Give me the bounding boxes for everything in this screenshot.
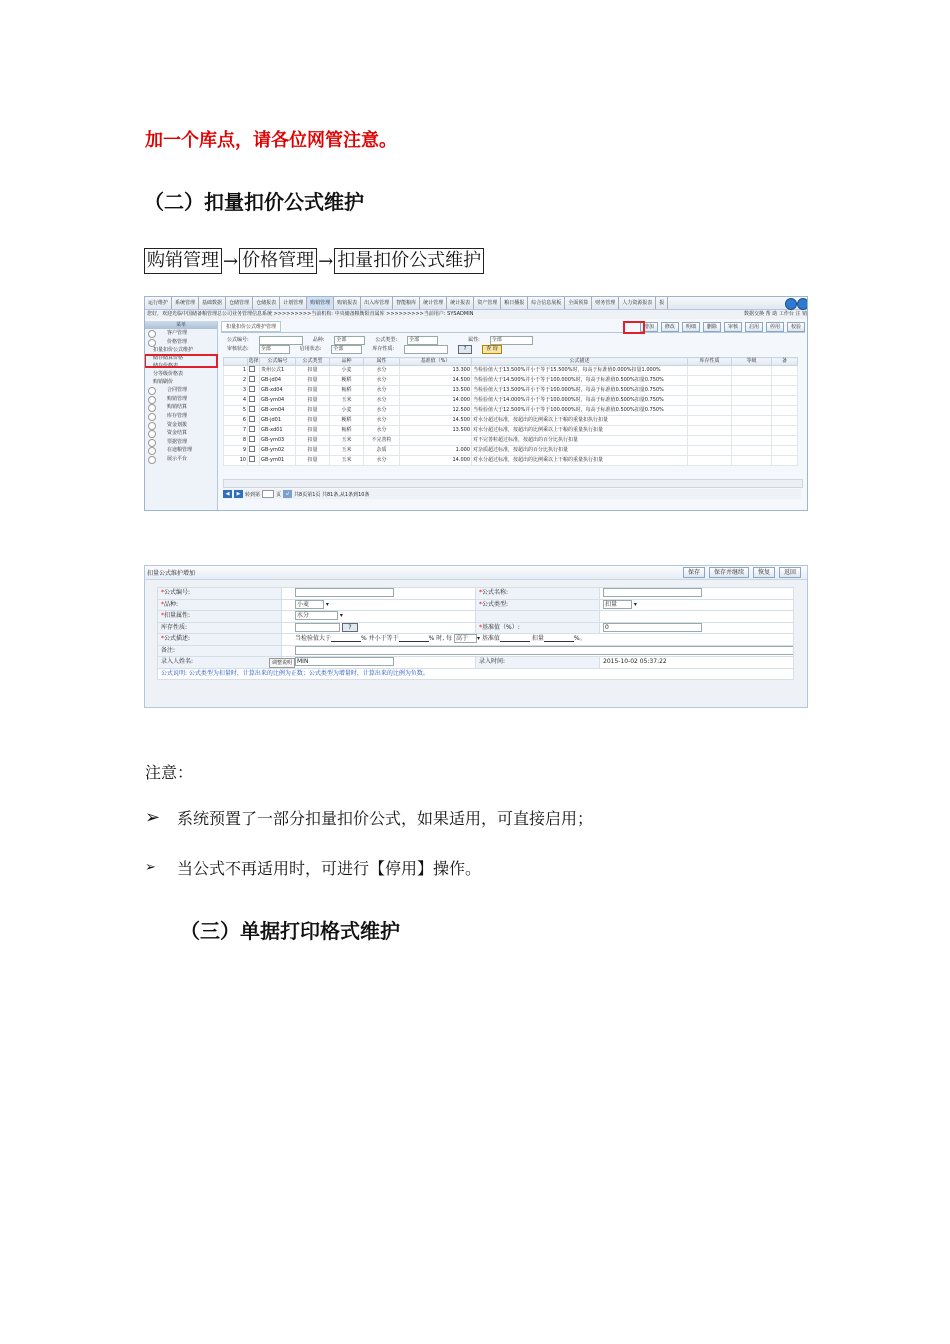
row-checkbox[interactable] [249,446,255,452]
horizontal-scrollbar[interactable] [223,479,803,488]
toolbar-button[interactable]: 审核 [724,322,742,332]
table-cell: GB-ym03 [260,436,296,446]
select-cell [248,456,260,466]
nav-tab[interactable]: 资产管理 [474,297,501,309]
table-cell: 玉米 [330,446,364,456]
table-row[interactable] [224,426,798,436]
entry-person-field: MIN [295,657,394,666]
table-cell [772,436,798,446]
table-cell [732,396,772,406]
table-cell [772,416,798,426]
go-page-icon[interactable]: ↲ [283,490,292,498]
prev-page-icon[interactable]: ◀ [223,490,232,498]
help-icon[interactable]: ? [458,345,472,354]
table-cell: 14.000 [400,396,472,406]
path-step-3: 扣量扣价公式维护 [334,248,484,274]
table-cell: 水分 [364,376,400,386]
nav-tab[interactable]: 计划管理 [280,297,307,309]
sidebar-item[interactable]: 展示平台 [145,455,217,464]
table-cell [732,426,772,436]
form-title: 扣量公式维护增加 [147,570,196,577]
table-cell: GB-ym02 [260,446,296,456]
sidebar-item[interactable]: 客户管理 [145,329,217,338]
select-cell [248,386,260,396]
table-cell: 10 [224,456,248,466]
query-button[interactable]: 查 询 [482,345,502,354]
table-cell: 玉米 [330,436,364,446]
table-cell: 扣量 [296,406,330,416]
table-cell: 扣量 [296,396,330,406]
formula-form: *公式编号: *公式名称: *品种: 小麦 ▾ *公式类型: 扣量 ▾ *扣量属性: 水分 ▾ 库存性质: ? *基准值（%）: 0 *公式描述: 当检验值大于 % 并小于等于 % 时, 每 高于 ▾ 基准值 扣量 %。 备注: 录入人姓名: MIN 录入时间: 2015-10-02 05:37:22 公式说明: 公式类型为扣量时，计算出来的比例为正数；公式类型为增量时，计算出来的比例为负数。 [157,587,794,680]
menu-node-icon [148,456,156,464]
nature-field[interactable] [295,623,340,632]
table-cell: 贵州公式1 [260,366,296,376]
table-cell [688,366,732,376]
table-cell [688,386,732,396]
table-cell: 当检验值大于14.500%并小于等于100.000%时，每高于标准值0.500%扣量0.750% [472,376,688,386]
desc-upper-field[interactable] [399,635,429,642]
table-cell: 水分 [364,406,400,416]
table-cell [772,366,798,376]
table-cell: 水分 [364,386,400,396]
column-header: 选择 [248,358,259,364]
table-row[interactable] [224,376,798,386]
sidebar-item[interactable]: 库存管理 [145,412,217,421]
table-cell [688,446,732,456]
row-checkbox[interactable] [249,426,255,432]
table-cell: 8 [224,436,248,446]
table-cell: 对不完善粒超过标准，按超出的百分比执行扣量 [472,436,688,446]
sidebar-header: 菜单 [145,321,217,329]
table-cell: 小麦 [330,406,364,416]
nav-tab[interactable]: 仓储管理 [226,297,253,309]
pager: ◀ ▶ 转到第 页 ↲ 共8页第1页 共81条,从1条到10条 [223,489,801,499]
top-nav [145,297,807,310]
table-cell: GB-xd01 [260,426,296,436]
form-button[interactable]: 保存并继续 [709,567,749,578]
direction-select[interactable]: 高于 [454,634,477,643]
help-icon[interactable]: ? [342,623,358,632]
type-select[interactable]: 全部 [407,336,438,345]
toolbar-buttons [640,321,805,332]
table-cell: 杂质 [364,446,400,456]
bullet-item: ➢ 当公式不再适用时，可进行【停用】操作。 [145,859,482,878]
base-value-field[interactable]: 0 [603,623,702,632]
sidebar-item[interactable]: 价格管理 [145,338,217,347]
table-cell: 粳稻 [330,376,364,386]
table-cell [732,366,772,376]
sidebar-sub-item-formula[interactable]: 扣量扣价公式维护 [153,347,194,354]
table-cell: 籼稻 [330,426,364,436]
path-step-2: 价格管理 [239,248,317,274]
table-cell: 13.500 [400,426,472,436]
nav-tab[interactable]: 人力资源报表 [619,297,656,309]
row-checkbox[interactable] [249,406,255,412]
pager-summary: 共8页第1页 共81条,从1条到10条 [294,491,370,498]
table-cell: 7 [224,426,248,436]
table-cell [772,426,798,436]
nav-tab[interactable]: 综合信息展板 [528,297,565,309]
column-header: 基准值（%） [400,358,472,366]
section-title-3: （三）单据打印格式维护 [180,919,400,943]
table-cell [732,456,772,466]
column-header: 属性 [364,358,400,366]
desc-step-field[interactable] [500,635,530,642]
table-cell: 当检验值大于13.500%并小于等于15.500%时，每高于标准值0.000%扣量1.000% [472,366,688,376]
form-buttons [683,567,801,578]
table-row[interactable] [224,446,798,456]
sidebar-item[interactable]: 合同管理 [145,386,217,395]
table-cell [688,406,732,416]
select-cell [248,396,260,406]
column-header: 库存性质 [688,358,732,366]
table-cell: 13.500 [400,386,472,396]
nav-tab[interactable]: 基础数据 [199,297,226,309]
select-cell [248,426,260,436]
column-header: 等级 [732,358,772,366]
page-input[interactable] [262,490,274,498]
sidebar-sub-item[interactable]: 分等级价格表 [153,371,184,378]
table-cell: 2 [224,376,248,386]
table-cell [732,436,772,446]
formula-explain: 公式说明: 公式类型为扣量时，计算出来的比例为正数；公式类型为增量时，计算出来的比例为负数。 [158,668,794,680]
table-cell [732,386,772,396]
table-cell: 籼稻 [330,386,364,396]
nav-tab[interactable]: 购销管理 [307,297,334,309]
nav-tab[interactable]: 财务管理 [592,297,619,309]
table-cell: 14.500 [400,376,472,386]
table-cell [772,406,798,416]
variety-select[interactable]: 小麦 [295,600,324,609]
entry-time-value: 2015-10-02 05:37:22 [603,658,667,665]
notice-label: 注意： [145,763,194,782]
sidebar-sub-item[interactable]: 购销刷价 [153,379,174,386]
select-cell [248,446,260,456]
table-cell: 1 [224,366,248,376]
table-cell: 扣量 [296,426,330,436]
table-cell: 4 [224,396,248,406]
table-cell [732,446,772,456]
table-cell [732,406,772,416]
sidebar-sub-item[interactable]: 储存价格表 [153,363,179,370]
toolbar-button[interactable]: 校验 [787,322,805,332]
menu-path [144,248,484,274]
table-cell: 扣量 [296,416,330,426]
table-cell: GB-jd01 [260,416,296,426]
form-button[interactable]: 返回 [779,567,801,578]
sidebar-item[interactable]: 资金结算 [145,429,217,438]
variety-select[interactable]: 全部 [334,336,365,345]
column-header: 品种 [330,358,364,366]
filter-panel: 公式编号: 品种: 全部 公式类型: 全部 属性: 全部 审核状态: 全部 启用状态: 全部 库存性质: ? 查 询 [221,333,805,357]
table-cell: 12.500 [400,406,472,416]
toolbar-button[interactable]: 修改 [661,322,679,332]
nav-prev-icon[interactable] [785,298,797,310]
nav-tab[interactable]: 粮日播报 [501,297,528,309]
nav-tab[interactable]: 出入库管理 [361,297,393,309]
select-cell [248,406,260,416]
table-cell [400,436,472,446]
table-row[interactable] [224,406,798,416]
table-cell: 扣量 [296,386,330,396]
select-cell [248,436,260,446]
table-cell [772,386,798,396]
table-cell: 扣量 [296,436,330,446]
table-cell: 水分 [364,416,400,426]
attr-select[interactable]: 水分 [295,611,338,620]
arrow-bullet-icon: ➢ [145,860,156,875]
bullet-item: ➢ 系统预置了一部分扣量扣价公式，如果适用，可直接启用； [145,807,594,828]
table-cell: GB-ym04 [260,396,296,406]
tooltip: 调整说明 [269,658,295,668]
toolbar-links[interactable]: 数据交换 帮 助 工作台 注 销 [744,311,807,317]
nav-tab[interactable]: 购销报表 [334,297,361,309]
form-button[interactable]: 恢复 [753,567,775,578]
table-cell: 13.300 [400,366,472,376]
table-cell: 3 [224,386,248,396]
row-checkbox[interactable] [249,396,255,402]
audit-select[interactable]: 全部 [259,345,290,354]
section-title-2: （二）扣量扣价公式维护 [144,190,364,214]
table-cell: 对杂质超过标准，按超出的百分比执行扣量 [472,446,688,456]
table-cell [772,396,798,406]
nav-tab[interactable]: 报 [656,297,668,309]
formula-list-screenshot [144,296,808,511]
row-checkbox[interactable] [249,386,255,392]
row-checkbox[interactable] [249,456,255,462]
table-cell: GB-xd04 [260,386,296,396]
toolbar-button[interactable]: 停用 [766,322,784,332]
code-input[interactable] [259,336,303,345]
row-checkbox[interactable] [249,366,255,372]
table-cell: 小麦 [330,366,364,376]
path-step-1: 购销管理 [144,248,222,274]
desc-deduct-field[interactable] [544,635,574,642]
table-cell [688,376,732,386]
add-button-highlight-box [623,321,645,334]
table-cell [732,416,772,426]
code-field[interactable] [295,588,394,597]
table-row[interactable] [224,456,798,466]
table-cell: GB-ym01 [260,456,296,466]
table-cell: 粳稻 [330,416,364,426]
table-cell [688,396,732,406]
info-bar [145,310,807,319]
sidebar-item[interactable]: 购销结算 [145,403,217,412]
table-row[interactable] [224,416,798,426]
row-checkbox[interactable] [249,436,255,442]
table-row[interactable] [224,436,798,446]
table-cell: 当检验值大于13.500%并小于等于100.000%时，每高于标准值0.500%扣量0.750% [472,386,688,396]
red-notice: 加一个库点，请各位网管注意。 [145,130,397,151]
column-header: 公式描述 [472,358,688,366]
column-header: 公式类型 [296,358,330,366]
nav-tab[interactable]: 仓储报表 [253,297,280,309]
table-row[interactable] [224,396,798,406]
column-header: 公式编号 [260,358,296,366]
table-cell: 对水分超过标准，按超出的比例乘以上干粮的重量扣执行扣量 [472,416,688,426]
table-cell: 6 [224,416,248,426]
nav-next-icon[interactable] [797,298,808,310]
name-field[interactable] [603,588,702,597]
menu-node-icon [148,339,156,347]
attr-select[interactable]: 全部 [490,336,533,345]
table-row[interactable] [224,386,798,396]
info-text: 您好，欢迎光临中国储备粮管理总公司业务管理信息系统 >>>>>>>>>当前机构: 中央储备粮衡阳直属库 >>>>>>>>>当前用户: SYSADMIN [147,311,474,317]
column-header [224,358,248,366]
select-cell [248,376,260,386]
arrow-bullet-icon: ➢ [145,807,161,828]
table-cell: 水分 [364,366,400,376]
next-page-icon[interactable]: ▶ [234,490,243,498]
table-cell [772,376,798,386]
nature-input[interactable] [404,345,448,354]
formula-add-screenshot [144,565,808,708]
table-cell: 水分 [364,426,400,436]
nav-tab[interactable]: 全面预算 [565,297,592,309]
table-cell: 扣量 [296,446,330,456]
main-panel [221,321,805,508]
desc-lower-field[interactable] [331,635,361,642]
toolbar-button[interactable]: 启用 [745,322,763,332]
table-cell: 9 [224,446,248,456]
form-button[interactable]: 保存 [683,567,705,578]
table-cell: 玉米 [330,456,364,466]
nav-tab[interactable]: 统计管理 [420,297,447,309]
table-cell: 玉米 [330,396,364,406]
table-cell: 扣量 [296,376,330,386]
table-cell [772,456,798,466]
table-cell: 水分 [364,456,400,466]
tab-formula-manage[interactable]: 扣量扣价公式维护管理 [221,321,281,332]
formula-table [223,357,798,466]
table-cell: 1.000 [400,446,472,456]
path-arrow: → [223,250,239,272]
table-cell [688,416,732,426]
toolbar-button[interactable]: 删除 [703,322,721,332]
table-cell [688,456,732,466]
select-cell [248,416,260,426]
table-cell: 14.000 [400,456,472,466]
remark-field[interactable] [295,646,794,655]
select-cell [248,366,260,376]
table-cell: 对水分超过标准，按超出的比例乘以上干粮的重量执行扣量 [472,426,688,436]
toolbar-button[interactable]: 明细 [682,322,700,332]
table-cell [688,436,732,446]
table-cell: 水分 [364,396,400,406]
table-row[interactable] [224,366,798,376]
nav-tab[interactable]: 系统管理 [172,297,199,309]
table-cell: 当检验值大于14.000%并小于等于100.000%时，每高于标准值0.500%扣量0.750% [472,396,688,406]
sidebar-item[interactable]: 购销管理 [145,395,217,404]
row-checkbox[interactable] [249,416,255,422]
type-select[interactable]: 扣量 [603,600,632,609]
sidebar-item[interactable]: 票据管理 [145,438,217,447]
table-cell: 扣量 [296,456,330,466]
path-arrow: → [318,250,334,272]
table-cell: 不完善粒 [364,436,400,446]
table-cell: GB-jd04 [260,376,296,386]
sidebar-sub-item[interactable]: 储存储算价格 [153,355,184,362]
sidebar-item[interactable]: 资金划拨 [145,421,217,430]
table-cell: 5 [224,406,248,416]
table-cell: GB-xm04 [260,406,296,416]
table-cell: 当检验值大于12.500%并小于等于100.000%时，每高于标准值0.500%扣量0.750% [472,406,688,416]
table-cell [732,376,772,386]
table-cell [772,446,798,456]
sidebar-item[interactable]: 在途粮管理 [145,446,217,455]
row-checkbox[interactable] [249,376,255,382]
nav-tab[interactable]: 统计报表 [447,297,474,309]
table-cell [688,426,732,436]
enable-select[interactable]: 全部 [331,345,362,354]
nav-tab[interactable]: 运行维护 [145,297,172,309]
table-cell: 对水分超过标准，按超出的比例乘以上干粮的重量执行扣量 [472,456,688,466]
table-cell: 14.500 [400,416,472,426]
nav-tab[interactable]: 智能粮库 [393,297,420,309]
table-cell: 扣量 [296,366,330,376]
sidebar-highlight-box [144,354,218,368]
sidebar [145,321,218,510]
toolbar-button[interactable]: 增加 [640,322,658,332]
column-header: 备 [772,358,798,366]
